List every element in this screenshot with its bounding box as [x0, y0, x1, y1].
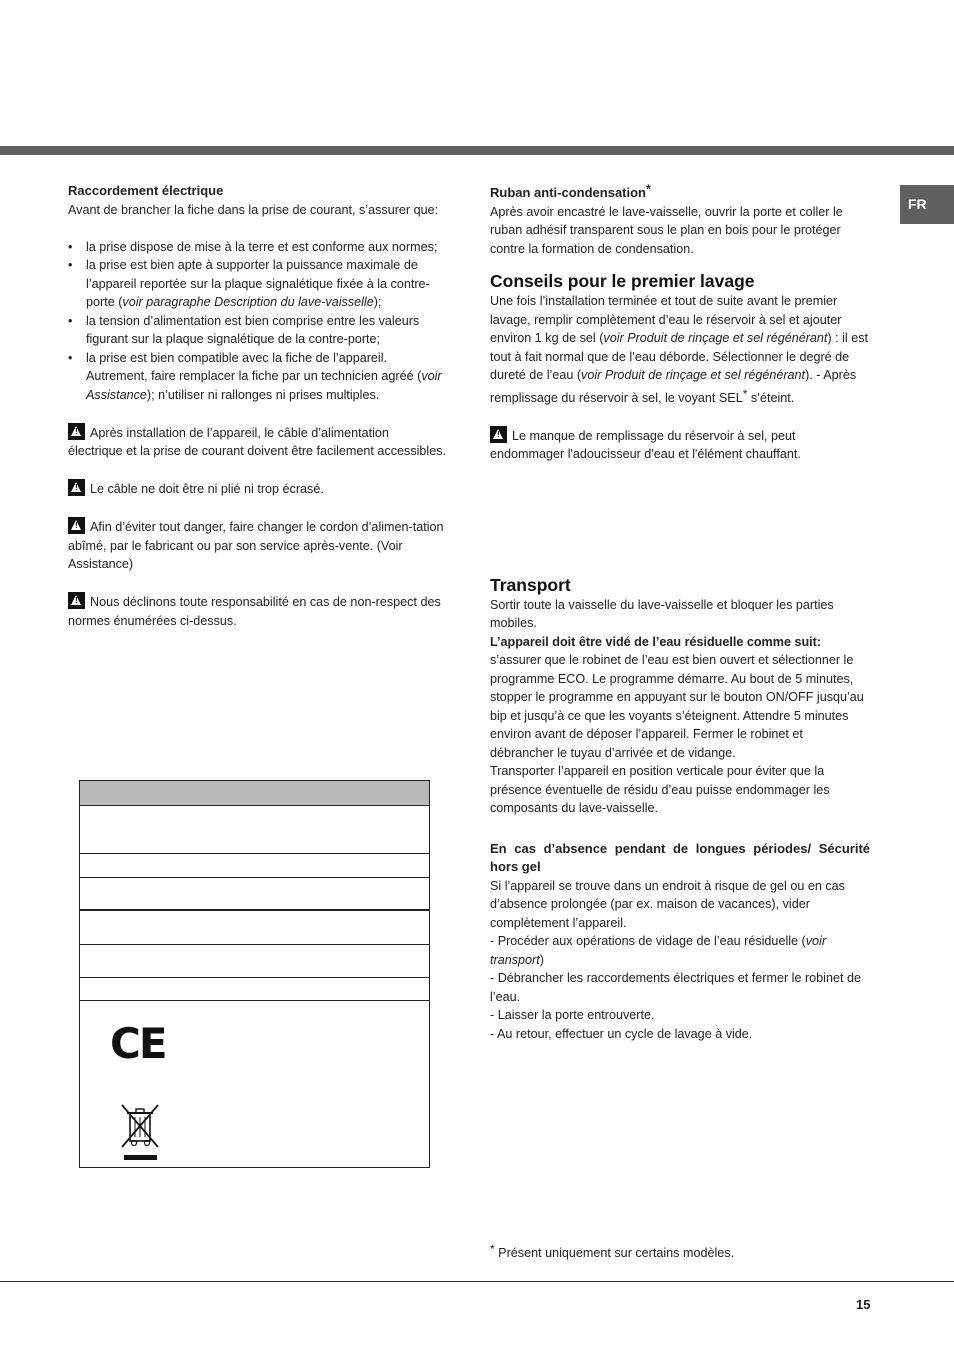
bottom-rule — [0, 1281, 954, 1282]
right-column — [490, 180, 870, 1043]
weee-bin-icon — [120, 1103, 164, 1163]
page-number: 15 — [856, 1297, 871, 1312]
warning-icon — [68, 479, 85, 496]
raccordement-heading: Raccordement électrique — [68, 183, 224, 198]
ce-mark-icon: CE — [110, 1019, 166, 1068]
list-item: • la prise est bien compatible avec la fiche de l’appareil. Autrement, faire remplacer la fiche par un technicien agréé (voir Assistance); n’utiliser ni rallonges ni prises multiples. — [68, 350, 442, 402]
list-item: • la tension d’alimentation est bien comprise entre les valeurs figurant sur la plaque signalétique de la contre-porte; — [68, 313, 420, 346]
footnote: * Présent uniquement sur certains modèles. — [490, 1242, 735, 1260]
table-row — [80, 806, 429, 854]
conseils-text: Une fois l’installation terminée et tout de suite avant le premier lavage, remplir complètement d’eau le réservoir à sel et ajouter environ 1 kg de sel (voir Produit de rinçage et sel régénérant) : il est tout à fait normal que de l’eau déborde. Sélectionner le degré de dureté de l’eau (voir Produit de rinçage et sel régénérant). - Après remplissage du réservoir à sel, le voyant SEL* s’éteint. — [490, 294, 869, 405]
table-header — [80, 781, 429, 806]
language-tab: FR — [900, 185, 954, 224]
transport-bold-text: L’appareil doit être vidé de l’eau résiduelle comme suit: — [490, 634, 822, 649]
warning-icon — [68, 592, 85, 609]
table-row — [80, 945, 429, 978]
left-column — [68, 182, 446, 630]
conseils-heading: Conseils pour le premier lavage — [490, 271, 755, 291]
absence-heading: En cas d’absence pendant de longues périodes/ Sécurité hors gel — [490, 840, 870, 874]
raccordement-intro: Avant de brancher la fiche dans la prise de courant, s’assurer que: — [68, 202, 439, 217]
warning-icon — [68, 423, 85, 440]
transport-text: Transporter l’appareil en position verticale pour éviter que la présence éventuelle de résidu d’eau puisse endommager les composants du lave-vaisselle. — [490, 764, 830, 815]
warning-paragraph: !Après installation de l’appareil, le câble d’alimentation électrique et la prise de courant doivent être facilement accessibles. — [68, 423, 446, 461]
rating-plate-table — [79, 780, 430, 1168]
table-row — [80, 878, 429, 911]
warning-paragraph: !Le câble ne doit être ni plié ni trop écrasé. — [68, 479, 446, 499]
raccordement-list — [68, 238, 446, 405]
warning-paragraph: !Nous déclinons toute responsabilité en cas de non-respect des normes énumérées ci-dessus. — [68, 592, 446, 630]
warning-paragraph: !Le manque de remplissage du réservoir à sel, peut endommager l'adoucisseur d'eau et l'élément chauffant. — [490, 426, 870, 464]
list-item: • la prise est bien apte à supporter la puissance maximale de l’appareil reportée sur la plaque signalétique fixée à la contre-porte (voir paragraphe Description du lave-vaisselle); — [68, 258, 430, 309]
absence-text: - Au retour, effectuer un cycle de lavage à vide. — [490, 1026, 753, 1041]
absence-text: - Laisser la porte entrouverte. — [490, 1008, 655, 1022]
list-item: • la prise dispose de mise à la terre et est conforme aux normes; — [68, 239, 438, 254]
top-bar — [0, 146, 954, 155]
warning-icon — [68, 517, 85, 534]
absence-text: - Débrancher les raccordements électriques et fermer le robinet de l’eau. — [490, 971, 861, 1004]
transport-text: Sortir toute la vaisselle du lave-vaisselle et bloquer les parties mobiles. — [490, 597, 834, 630]
absence-text: - Procéder aux opérations de vidage de l’eau résiduelle (voir transport) — [490, 934, 827, 967]
transport-text: s’assurer que le robinet de l’eau est bien ouvert et sélectionner le programme ECO. Le programme démarre. Au bout de 5 minutes, stopper le programme en appuyant sur le bouton ON/OFF jusqu’au bip et jusqu’à ce que les voyants s’éteignent. Attendre 5 minutes environ avant de déposer l’appareil. Fermer le robinet et débrancher le tuyau d’arrivée et de vidange. — [490, 653, 864, 760]
table-row — [80, 911, 429, 945]
transport-heading: Transport — [490, 574, 571, 595]
table-row — [80, 978, 429, 1001]
ruban-text: Après avoir encastré le lave-vaisselle, ouvrir la porte et coller le ruban adhésif transparent sous le plan en bois pour le protéger contre la formation de condensation. — [490, 204, 843, 256]
ruban-heading: Ruban anti-condensation* — [490, 182, 651, 200]
table-row — [80, 854, 429, 878]
warning-paragraph: !Afin d’éviter tout danger, faire changer le cordon d’alimen-tation abîmé, par le fabricant ou par son service après-vente. (Voir Assistance) — [68, 517, 446, 574]
absence-text: Si l’appareil se trouve dans un endroit à risque de gel ou en cas d’absence prolongée (par ex. maison de vacances), vider complètement l’appareil. — [490, 878, 845, 930]
warning-icon — [490, 426, 507, 443]
